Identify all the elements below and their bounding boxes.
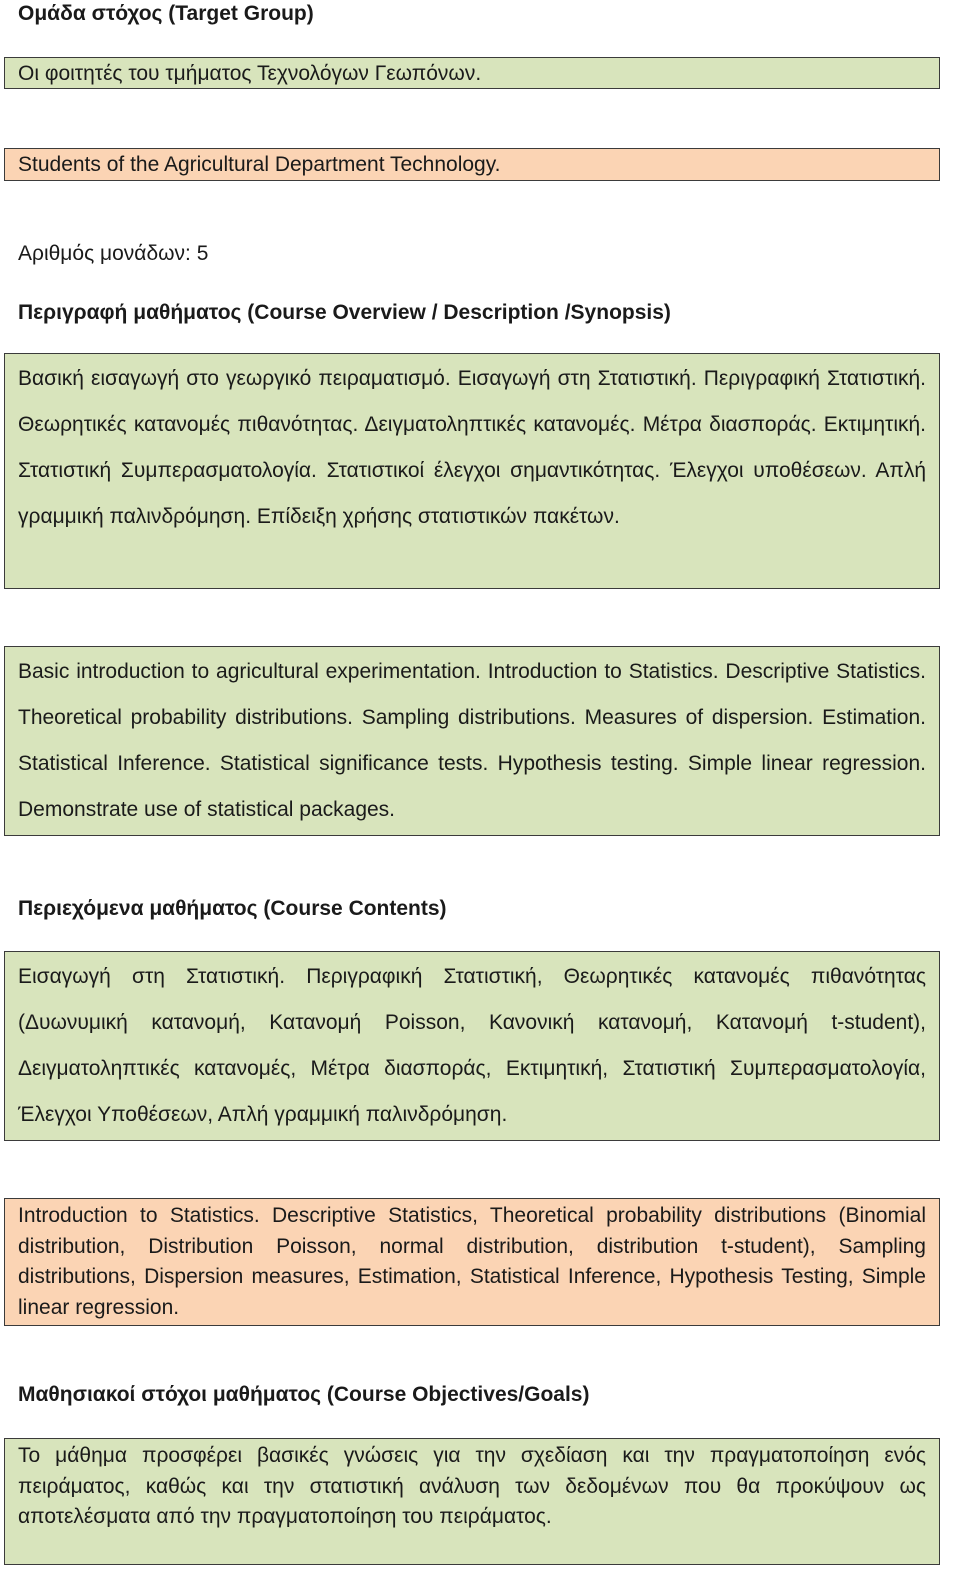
target-group-heading: Ομάδα στόχος (Target Group) [18, 2, 314, 25]
course-objectives-heading: Μαθησιακοί στόχοι μαθήματος (Course Objectives/Goals) [18, 1383, 590, 1406]
course-overview-english-box [4, 646, 940, 836]
course-overview-heading: Περιγραφή μαθήματος (Course Overview / Description /Synopsis) [18, 301, 671, 324]
target-group-english-text: Students of the Agricultural Department Technology. [18, 153, 501, 176]
course-overview-greek-text: Βασική εισαγωγή στο γεωργικό πειραματισμό. Εισαγωγή στη Στατιστική. Περιγραφική Στατιστική. Θεωρητικές κατανομές πιθανότητας. Δειγματοληπτικές κατανομές. Μέτρα διασποράς. Εκτιμητική. Στατιστική Συμπερασματολογία. Στατιστικοί έλεγχοι σημαντικότητας. Έλεγχοι υποθέσεων. Απλή γραμμική παλινδρόμηση. Επίδειξη χρήσης στατιστικών πακέτων. [18, 367, 926, 528]
course-contents-greek-box [4, 951, 940, 1141]
target-group-english-box [4, 148, 940, 181]
course-contents-heading: Περιεχόμενα μαθήματος (Course Contents) [18, 897, 447, 920]
course-objectives-greek-box [4, 1438, 940, 1565]
units-label: Αριθμός μονάδων: 5 [18, 242, 209, 265]
course-overview-english-text: Basic introduction to agricultural experimentation. Introduction to Statistics. Descriptive Statistics. Theoretical probability distributions. Sampling distributions. Measures of dispersion. Estimation. Statistical Inference. Statistical significance tests. Hypothesis testing. Simple linear regression. Demonstrate use of statistical packages. [18, 660, 926, 821]
course-contents-english-text: Introduction to Statistics. Descriptive Statistics, Theoretical probability distributions (Binomial distribution, Distribution Poisson, normal distribution, distribution t-student), Sampling distributions, Dispersion measures, Estimation, Statistical Inference, Hypothesis Testing, Simple linear regression. [18, 1204, 926, 1319]
course-contents-greek-text: Εισαγωγή στη Στατιστική. Περιγραφική Στατιστική, Θεωρητικές κατανομές πιθανότητας (Δυωνυμική κατανομή, Κατανομή Poisson, Κανονική κατανομή, Κατανομή t-student), Δειγματοληπτικές κατανομές, Μέτρα διασποράς, Εκτιμητική, Στατιστική Συμπερασματολογία, Έλεγχοι Υποθέσεων, Απλή γραμμική παλινδρόμηση. [18, 965, 926, 1126]
course-overview-greek-box [4, 353, 940, 589]
target-group-greek-box [4, 57, 940, 89]
course-contents-english-box [4, 1198, 940, 1326]
target-group-greek-text: Οι φοιτητές του τμήματος Τεχνολόγων Γεωπόνων. [18, 62, 482, 85]
course-objectives-greek-text: Το μάθημα προσφέρει βασικές γνώσεις για την σχεδίαση και την πραγματοποίηση ενός πειράματος, καθώς και την στατιστική ανάλυση των δεδομένων που θα προκύψουν ως αποτελέσματα από την πραγματοποίηση του πειράματος. [18, 1444, 926, 1528]
